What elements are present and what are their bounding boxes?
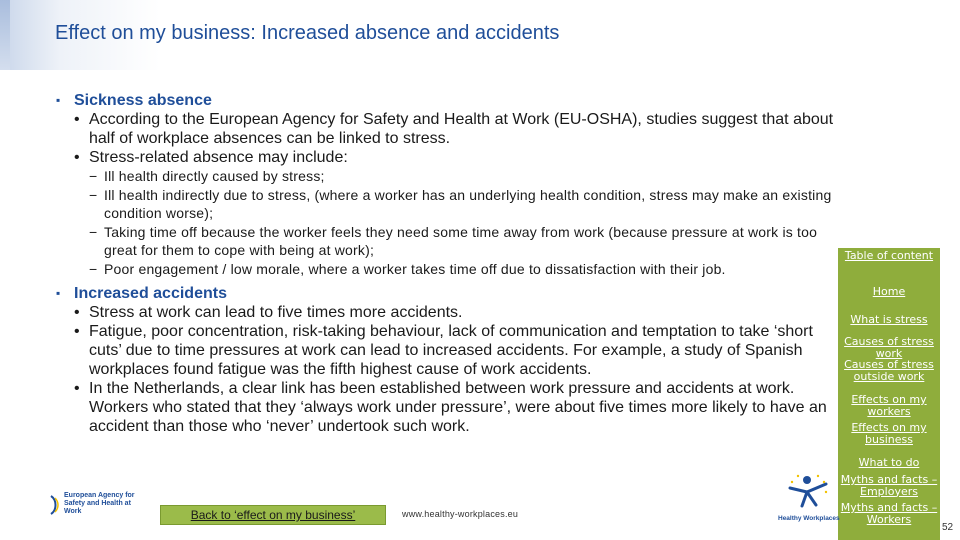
sidebar-link-home[interactable]: Home [872,285,906,298]
eu-osha-logo-icon [48,494,62,516]
sidebar-link-what-is-stress[interactable]: What is stress [850,313,928,326]
sub-bullet-item: − Ill health directly caused by stress; [89,168,325,184]
square-bullet-icon: ▪ [56,93,61,107]
sidebar-link-causes-work[interactable]: Causes of stress work [844,335,934,360]
healthy-workplaces-figure-icon [776,470,842,514]
sidebar-link-what-to-do[interactable]: What to do [858,456,920,469]
website-url: www.healthy-workplaces.eu [402,509,519,519]
eu-osha-logo [48,492,158,522]
sub-list [56,167,846,278]
square-bullet-icon: ▪ [56,286,61,300]
section-heading-increased-accidents: ▪ Increased accidents [56,285,227,302]
healthy-workplaces-logo [776,470,842,526]
title-bar [0,0,960,70]
section-heading-sickness-absence: ▪ Sickness absence [56,92,212,109]
sidebar-nav [838,248,940,540]
bullet-item: • Stress-related absence may include: [74,149,348,166]
bullet-icon: • [74,323,80,340]
bullet-icon: • [74,304,80,321]
sub-bullet-item: − Poor engagement / low morale, where a worker takes time off due to dissatisfaction with their job. [89,260,726,277]
dash-icon: − [89,186,98,203]
bullet-item: • In the Netherlands, a clear link has been established between work pressure and accidents at work. Workers who stated that they ‘always work under pressure’, were about five times more likely to have an accident than those who ‘never’ undertook such work. [74,380,827,435]
dash-icon: − [89,260,98,277]
sidebar-link-myths-employers[interactable]: Myths and facts – Employers [840,473,938,498]
slide-content [56,91,846,436]
sidebar-link-table-of-content[interactable]: Table of content [844,249,934,262]
bullet-icon: • [74,380,80,397]
healthy-workplaces-text: Healthy Workplaces [778,515,840,522]
bullet-item: • According to the European Agency for Safety and Health at Work (EU-OSHA), studies suggest that about half of workplace absences can be linked to stress. [74,111,834,147]
agency-name: European Agency for Safety and Health at Work [64,492,135,515]
sidebar-link-effects-business[interactable]: Effects on my business [851,421,927,446]
bullet-item: • Fatigue, poor concentration, risk-taking behaviour, lack of communication and temptation to take ‘short cuts’ due to time pressures at work can lead to increased accidents. For example, a study of Spanish workplaces found fatigue was the fifth highest cause of work accidents. [74,323,813,378]
sidebar-link-effects-workers[interactable]: Effects on my workers [851,393,927,418]
page-number: 52 [942,522,954,533]
sidebar-link-myths-workers[interactable]: Myths and facts – Workers [840,501,938,526]
sidebar-link-causes-outside-work[interactable]: Causes of stress outside work [844,358,934,383]
sub-bullet-item: − Ill health indirectly due to stress, (where a worker has an underlying health condition, stress may make an existing condition worse); [89,186,832,221]
sub-bullet-item: − Taking time off because the worker feels they need some time away from work (because pressure at work is too great for them to cope with being at work); [89,223,818,258]
page-title: Effect on my business: Increased absence and accidents [55,22,560,44]
back-button[interactable]: Back to ‘effect on my business’ [160,505,386,525]
dash-icon: − [89,168,98,184]
bullet-icon: • [74,111,80,128]
bullet-icon: • [74,149,80,166]
bullet-item: • Stress at work can lead to five times more accidents. [74,304,463,321]
dash-icon: − [89,223,98,240]
title-accent [0,0,10,70]
